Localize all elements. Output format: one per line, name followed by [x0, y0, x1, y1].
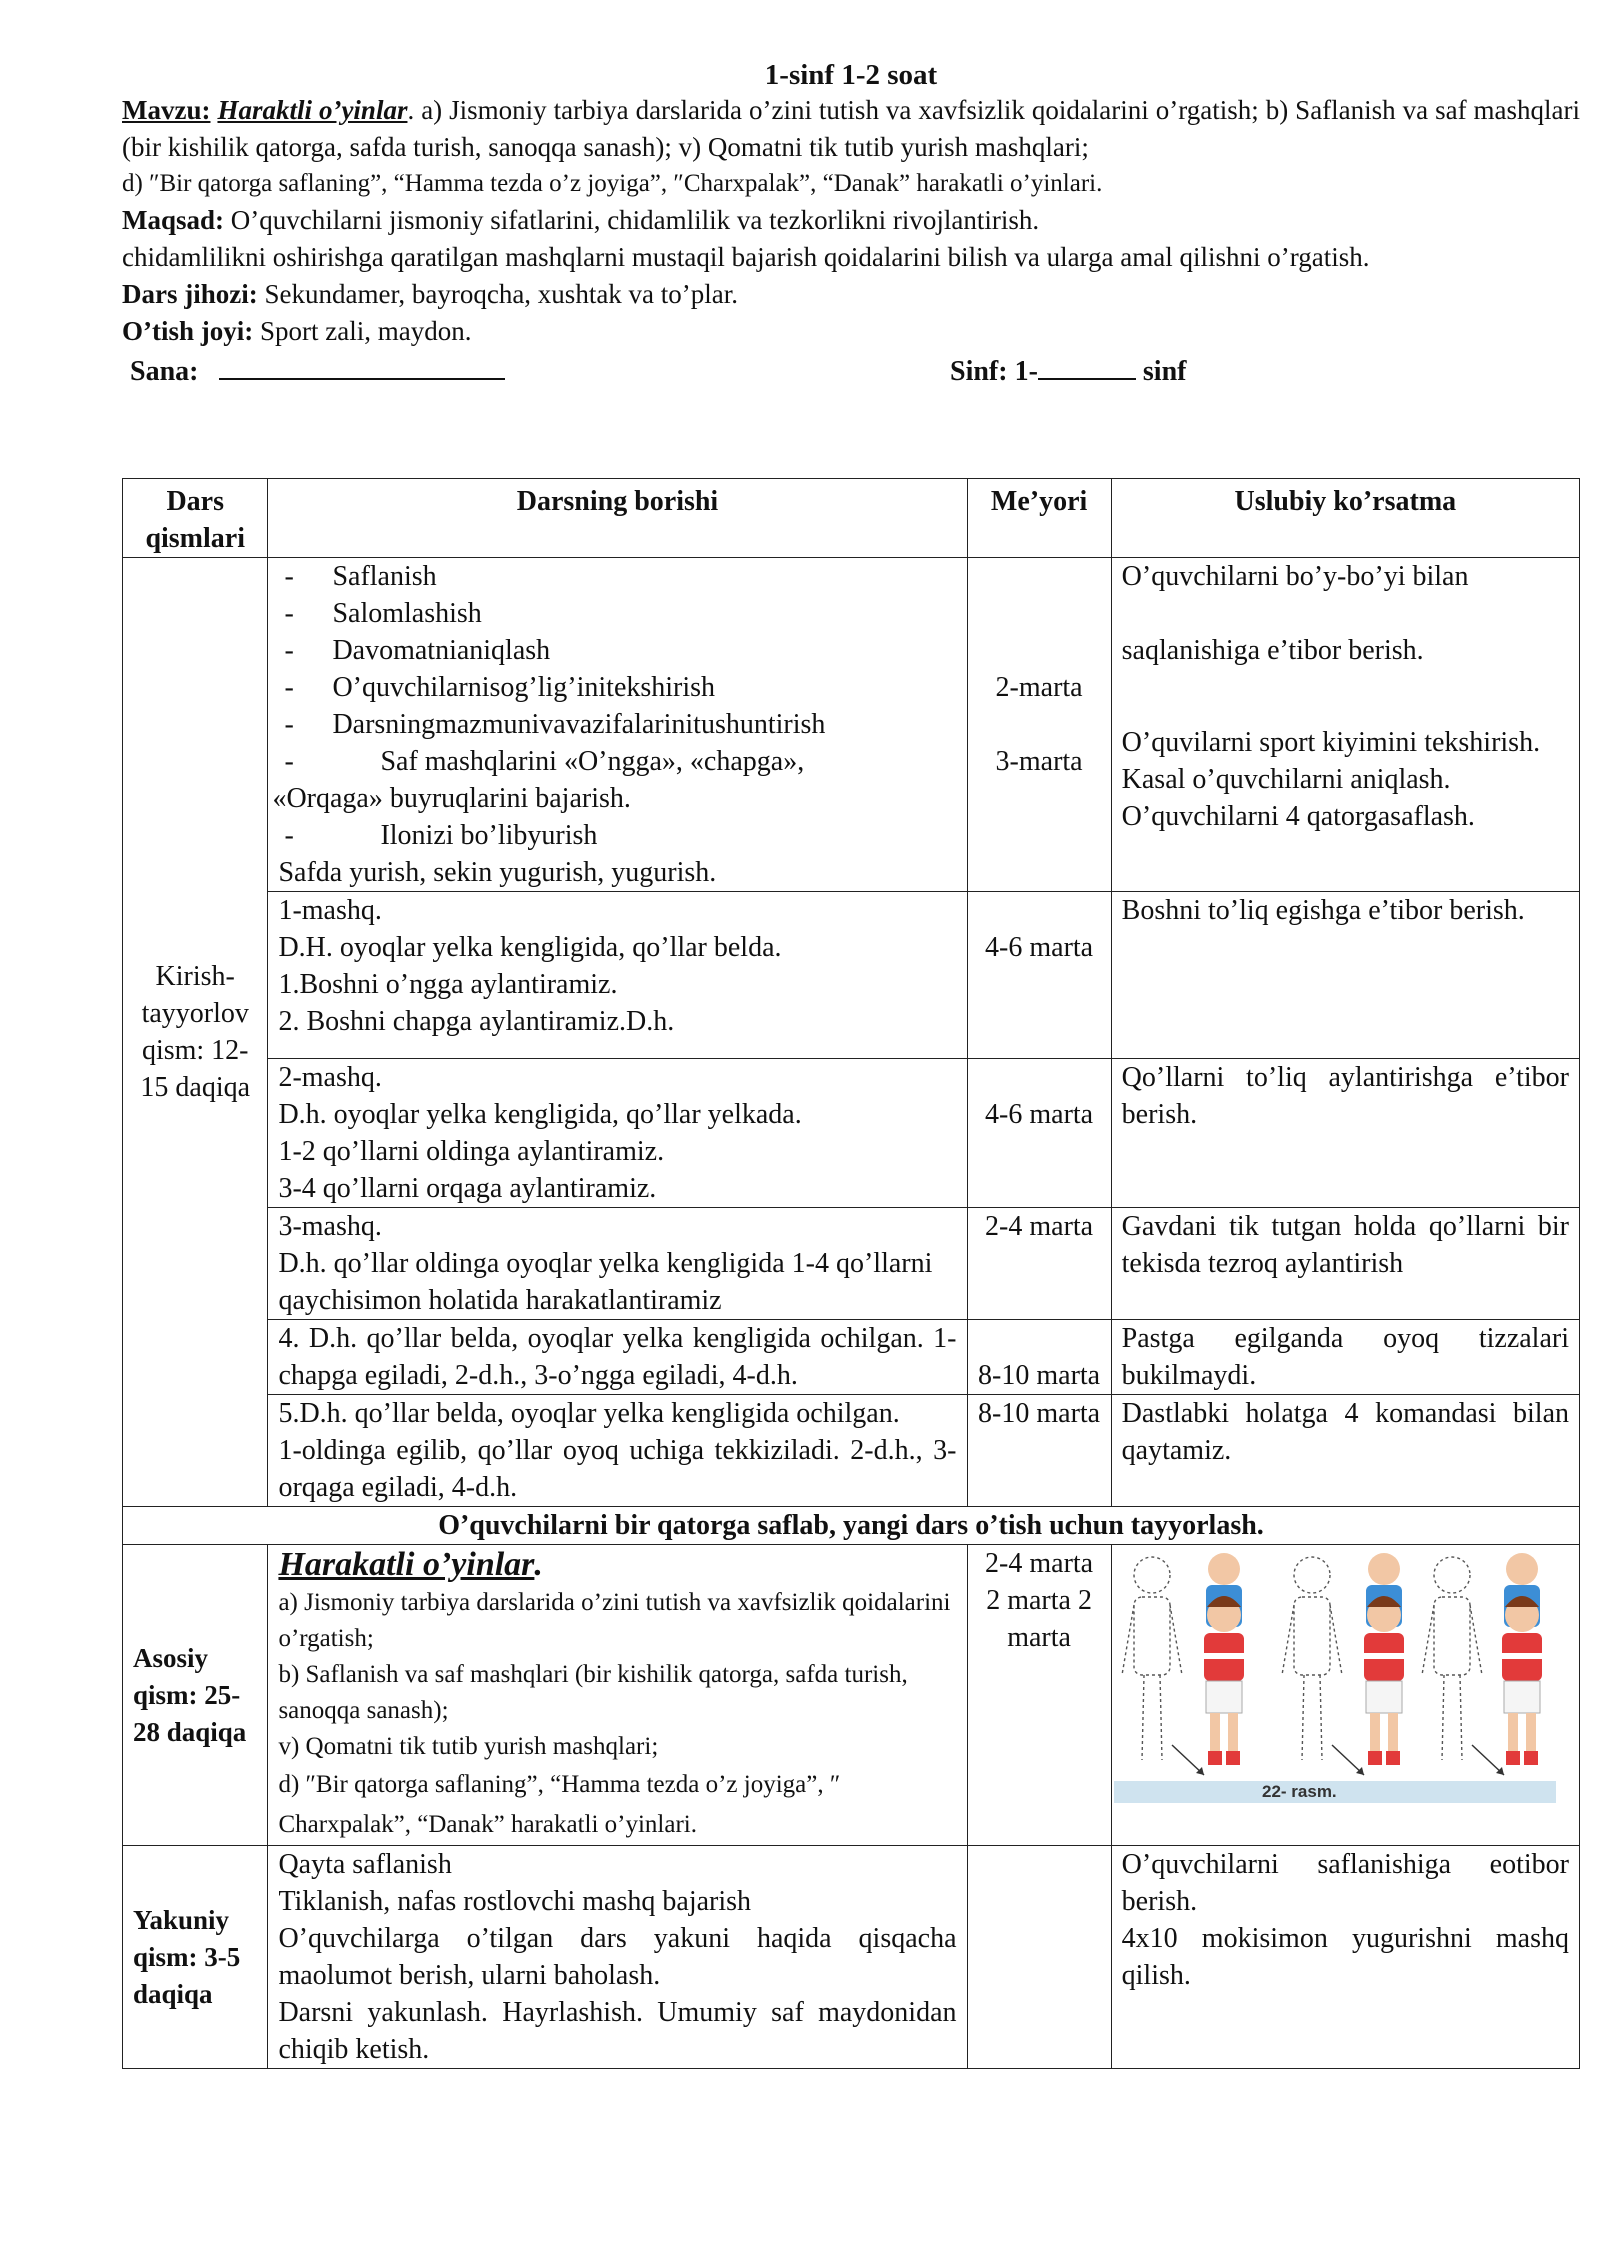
exercise-line: 1-oldinga egilib, qo’llar oyoq uchiga tekkiziladi. 2-d.h., 3-orqaga egiladi, 4-d.h.	[278, 1435, 957, 1503]
sinf-blank	[1038, 352, 1136, 380]
sinf-suffix: sinf	[1135, 356, 1187, 387]
note-text: Kasal o’quvchilarni aniqlash.	[1121, 764, 1451, 795]
exercise-line: 1-mashq.	[278, 895, 382, 926]
norm-value: 4-6 marta	[985, 932, 1094, 963]
mavzu-text: . a) Jismoniy tarbiya darslarida o’zini tutish va xavfsizlik qoidalarini o’rgatish; b) Saflanish va saf mashqlari (bir kishilik qatorga, safda turish, sanoqqa sanash); v) Qomatni tik tutib yurish mashqlari;	[122, 95, 1581, 162]
asosiy-line: a) Jismoniy tarbiya darslarida o’zini tutish va xavfsizlik qoidalarini o’rgatish;	[278, 1589, 951, 1652]
asosiy-heading	[278, 1545, 956, 1585]
maqsad-text: O’quvchilarni jismoniy sifatlarini, chidamlilik va tezkorlikni rivojlantirish.	[224, 205, 1040, 235]
jihoz-text: Sekundamer, bayroqcha, xushtak va to’plar.	[257, 279, 739, 309]
document-title: 1-sinf 1-2 soat	[764, 59, 938, 91]
exercise-line: D.H. oyoqlar yelka kengligida, qo’llar belda.	[278, 932, 782, 963]
table-row	[123, 1395, 1580, 1507]
yakuniy-notes	[1111, 1846, 1579, 2069]
list-item: Ilonizi bo’libyurish	[380, 820, 598, 851]
exercise-1	[268, 892, 967, 1059]
mavzu-topic: Haraktli o’yinlar	[217, 95, 408, 125]
asosiy-figure-cell	[1111, 1545, 1579, 1846]
note-text: O’quvchilarni saflanishiga eotibor berish.	[1121, 1849, 1569, 1917]
exercise-2-note: Qo’llarni to’liq aylantirishga e’tibor berish.	[1111, 1059, 1579, 1208]
exercise-line: 3-mashq.	[278, 1211, 382, 1242]
exercise-line: D.h. oyoqlar yelka kengligida, qo’llar yelkada.	[278, 1099, 802, 1130]
note-text: O’quvilarni sport kiyimini tekshirish.	[1121, 727, 1541, 758]
asosiy-line: v) Qomatni tik tutib yurish mashqlari;	[278, 1733, 659, 1760]
date-class-row	[122, 352, 1580, 392]
exercise-5-norm: 8-10 marta	[967, 1395, 1111, 1507]
mavzu-label: Mavzu:	[122, 95, 211, 125]
figure-caption: 22- rasm.	[1261, 1782, 1337, 1801]
note-text: saqlanishiga e’tibor berish.	[1121, 635, 1424, 666]
exercise-line: 5.D.h. qo’llar belda, oyoqlar yelka kengligida ochilgan.	[278, 1398, 900, 1429]
jihoz-paragraph	[122, 276, 1580, 313]
header-meyori: Me’yori	[967, 479, 1111, 558]
maqsad-paragraph	[122, 202, 1580, 239]
exercise-5-note: Dastlabki holatga 4 komandasi bilan qaytamiz.	[1111, 1395, 1579, 1507]
table-row	[123, 1846, 1580, 2069]
table-header-row	[123, 479, 1580, 558]
joy-label: O’tish joyi:	[122, 316, 254, 346]
table-row	[123, 892, 1580, 1059]
exercise-2-norm	[967, 1059, 1111, 1208]
exercise-line: D.h. qo’llar oldinga oyoqlar yelka kengligida 1-4 qo’llarni qaychisimon holatida harakatlantiramiz	[278, 1248, 933, 1316]
exercise-3-norm: 2-4 marta	[967, 1208, 1111, 1320]
norm-value: 8-10 marta	[978, 1360, 1101, 1391]
exercise-line: 1-2 qo’llarni oldinga aylantiramiz.	[278, 1136, 665, 1167]
norm-value: 4-6 marta	[985, 1099, 1094, 1130]
transition-row: O’quvchilarni bir qatorga saflab, yangi dars o’tish uchun tayyorlash.	[123, 1507, 1580, 1545]
yakuniy-line: Tiklanish, nafas rostlovchi mashq bajarish	[278, 1886, 752, 1917]
norm-value: 2-marta	[995, 672, 1083, 703]
exercise-3-note: Gavdani tik tutgan holda qo’llarni bir tekisda tezroq aylantirish	[1111, 1208, 1579, 1320]
section-asosiy: Asosiy qism: 25-28 daqiqa	[123, 1545, 268, 1846]
list-item: Davomatnianiqlash	[332, 635, 551, 666]
sana-label: Sana:	[130, 356, 199, 387]
maqsad-label: Maqsad:	[122, 205, 225, 235]
pupils-lineup-illustration	[1112, 1545, 1558, 1803]
jihoz-label: Dars jihozi:	[122, 279, 258, 309]
table-row	[123, 1507, 1580, 1545]
list-item: Safda yurish, sekin yugurish, yugurish.	[278, 857, 717, 888]
asosiy-norm: 2-4 marta 2 marta 2 marta	[967, 1545, 1111, 1846]
mavzu-games: d) ″Bir qatorga saflaning”, “Hamma tezda o’z joyiga”, ″Charxpalak”, “Danak” harakatli o’yinlari.	[122, 170, 1103, 197]
norm-value: 3-marta	[995, 746, 1083, 777]
kirish-norm	[967, 558, 1111, 892]
exercise-line: 2. Boshni chapga aylantiramiz.D.h.	[278, 1006, 675, 1037]
header-darsning-borishi: Darsning borishi	[268, 479, 967, 558]
exercise-3	[268, 1208, 967, 1320]
asosiy-heading-text: Harakatli o’yinlar	[278, 1546, 535, 1583]
note-text: O’quvchilarni 4 qatorgasaflash.	[1121, 801, 1475, 832]
header-dars-qismlari: Dars qismlari	[123, 479, 268, 558]
table-row	[123, 558, 1580, 892]
exercise-line: 2-mashq.	[278, 1062, 382, 1093]
section-yakuniy: Yakuniy qism: 3-5 daqiqa	[123, 1846, 268, 2069]
header-uslubiy: Uslubiy ko’rsatma	[1111, 479, 1579, 558]
sana-blank	[219, 352, 505, 380]
table-row	[123, 1059, 1580, 1208]
list-item: «Orqaga» buyruqlarini bajarish.	[272, 783, 631, 814]
yakuniy-content	[268, 1846, 967, 2069]
list-item: Saflanish	[332, 561, 437, 592]
joy-text: Sport zali, maydon.	[253, 316, 472, 346]
note-text: 4x10 mokisimon yugurishni mashq qilish.	[1121, 1923, 1569, 1991]
exercise-1-norm	[967, 892, 1111, 1059]
joy-paragraph	[122, 313, 1580, 350]
exercise-line: 3-4 qo’llarni orqaga aylantiramiz.	[278, 1173, 657, 1204]
exercise-4: 4. D.h. qo’llar belda, oyoqlar yelka kengligida ochilgan. 1-chapga egiladi, 2-d.h., 3-o’ngga egiladi, 4-d.h.	[268, 1320, 967, 1395]
exercise-4-note: Pastga egilganda oyoq tizzalari bukilmaydi.	[1111, 1320, 1579, 1395]
yakuniy-line: O’quvchilarga o’tilgan dars yakuni haqida qisqacha maolumot berish, ularni baholash.	[278, 1923, 957, 1991]
kirish-notes	[1111, 558, 1579, 892]
lesson-header	[122, 58, 1580, 392]
exercise-line: 1.Boshni o’ngga aylantiramiz.	[278, 969, 618, 1000]
mavzu-paragraph	[122, 92, 1580, 166]
asosiy-content	[268, 1545, 967, 1846]
table-row	[123, 1545, 1580, 1846]
exercise-1-note: Boshni to’liq egishga e’tibor berish.	[1111, 892, 1579, 1059]
asosiy-line: b) Saflanish va saf mashqlari (bir kishilik qatorga, safda turish, sanoqqa sanash);	[278, 1661, 908, 1724]
yakuniy-norm	[967, 1846, 1111, 2069]
note-text: O’quvchilarni bo’y-bo’yi bilan	[1121, 561, 1469, 592]
asosiy-line: d) ″Bir qatorga saflaning”, “Hamma tezda o’z joyiga”, ″ Charxpalak”, “Danak” harakatli o’yinlari.	[278, 1771, 841, 1838]
yakuniy-line: Qayta saflanish	[278, 1849, 452, 1880]
maqsad-text-2: chidamlilikni oshirishga qaratilgan mashqlarni mustaqil bajarish qoidalarini bilish va ularga amal qilishni o’rgatish.	[122, 242, 1370, 272]
section-kirish: Kirish-tayyorlov qism: 12-15 daqiqa	[123, 558, 268, 1507]
lesson-plan-table	[122, 478, 1580, 2069]
table-row	[123, 1320, 1580, 1395]
exercise-2	[268, 1059, 967, 1208]
kirish-content: - Saflanish - Salomlashish - Davomatnianiqlash - O’quvchilarnisog’lig’initekshirish - Darsningmazmunivavazifalarinitushuntirish - Saf mashqlarini «O’ngga», «chapga», «Orqaga» buyruqlarini bajarish. - Ilonizi bo’libyurish Safda yurish, sekin yugurish, yugurish.	[268, 558, 967, 892]
heading-dot: .	[534, 1546, 543, 1583]
yakuniy-line: Darsni yakunlash. Hayrlashish. Umumiy saf maydonidan chiqib ketish.	[278, 1997, 957, 2065]
list-item: O’quvchilarnisog’lig’initekshirish	[332, 672, 716, 703]
list-item: Salomlashish	[332, 598, 482, 629]
sinf-label: Sinf: 1-	[950, 356, 1038, 387]
exercise-4-norm	[967, 1320, 1111, 1395]
table-row	[123, 1208, 1580, 1320]
list-item: Saf mashqlarini «O’ngga», «chapga»,	[380, 746, 805, 777]
list-item: Darsningmazmunivavazifalarinitushuntirish	[332, 709, 826, 740]
exercise-5	[268, 1395, 967, 1507]
